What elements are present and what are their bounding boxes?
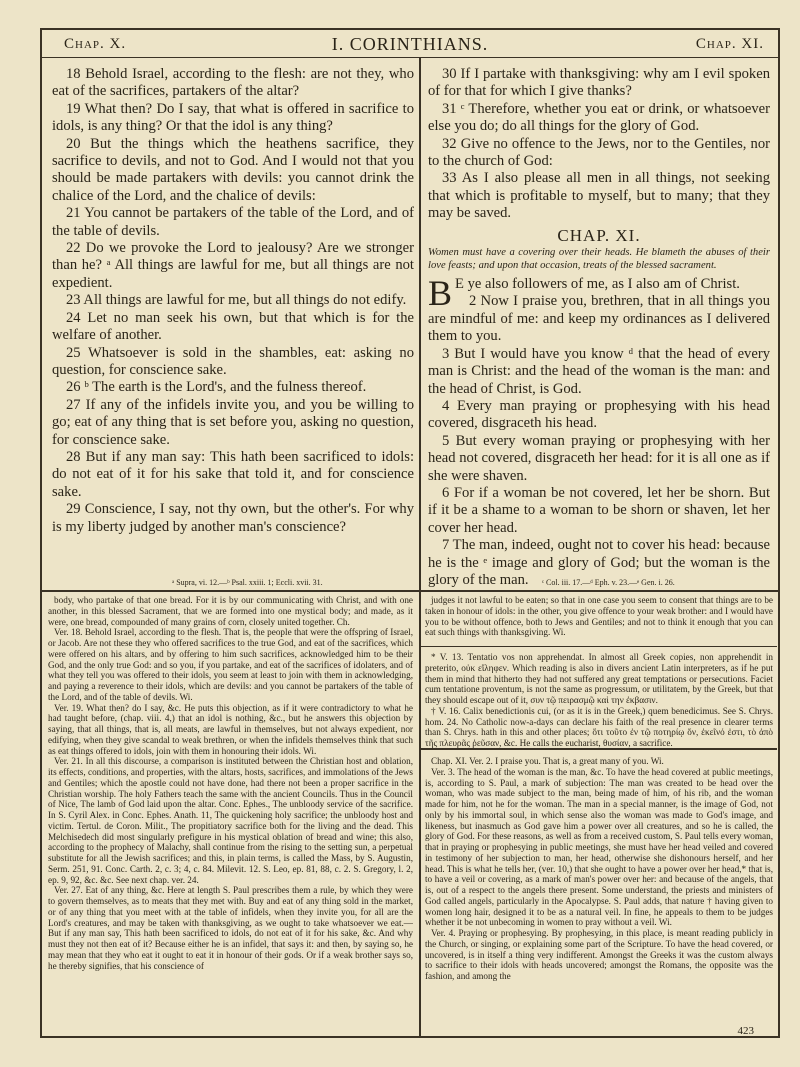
verse: 27 If any of the infidels invite you, and you be willing to go; eat of any thing that is set before you, asking no question, for conscience sake. (52, 396, 414, 448)
verse: 6 For if a woman be not covered, let her be shorn. But if it be a shame to a woman to be shorn or shaven, let her cover her head. (428, 484, 770, 536)
verse: 2 Now I praise you, brethren, that in all things you are mindful of me: and keep my ordinances as I delivered them to you. (428, 293, 770, 345)
left-verse-column (52, 66, 414, 574)
note: Ver. 27. Eat of any thing, &c. Here at length S. Paul prescribes them a rule, by which they were to govern themselves, as to meats that they met with. Buy and eat of any thing sold in the market, or of any thing that you meet with at the table of infidels, when they invite you, for all are the Lord's creatures, and may be taken with thanksgiving, as we ought to take whatsoever we eat.—But if any man say, This hath been sacrificed to idols, do not eat of it for his sake, &c. And why must they not then eat of it? Because either he is an infidel, that says it: and then, by saying so, he may mean that they who eat it ought to eat it in honour of their gods. Or if a weak brother says so, he thereby signifies, that his conscience of (48, 885, 413, 971)
page-frame (40, 28, 780, 1038)
verse: 28 But if any man say: This hath been sacrificed to idols: do not eat of it for his sake that told it, and for conscience sake. (52, 448, 414, 500)
verse: 21 You cannot be partakers of the table of the Lord, and of the table of devils. (52, 205, 414, 239)
drop-cap: B (428, 273, 453, 314)
verse: 3 But I would have you know ᵈ that the head of every man is Christ: and the head of the woman is the man: and the head of Christ, is God. (428, 345, 770, 397)
commentary-right-bottom (425, 756, 773, 1036)
verse: 7 The man, indeed, ought not to cover his head: because he is the ᵉ image and glory of God; but the woman is the glory of the man. (428, 537, 770, 588)
chapter-title: CHAP. XI. (557, 225, 641, 245)
note: Ver. 18. Behold Israel, according to the flesh. That is, the people that were the offspring of Israel, or Jacob. Are not these they who offered sacrifices to the true God, and eat of the sacrifices, which were offered on his altars, and by offering to him such sacrifices, acknowledged him to be their God, and the only true God: and so you, if you partake, and eat of the sacrifices of idolaters, and of what they tell you was offered to their idols, you seem at least to join with them in acknowledging, and paying a reverence to their idols, which are devils: and you cannot be partakers of the table of the Lord, and of the table of devils. Wi. (48, 627, 413, 702)
verse: 20 But the things which the heathens sacrifice, they sacrifice to devils, and not to God. And I would not that you should be made partakers with devils: you cannot drink the chalice of the Lord, and the chalice of devils: (52, 135, 414, 204)
verse: 18 Behold Israel, according to the flesh: are not they, who eat of the sacrifices, partakers of the altar? (52, 66, 414, 100)
header-left: Chap. X. (64, 36, 127, 52)
note: Ver. 3. The head of the woman is the man, &c. To have the head covered at public meetings, is, according to S. Paul, a mark of subjection: The man was created to be head over the woman, who was made subject to the man, being made of him, of his rib, and the woman made for him, not he for the woman. The man in a special manner, is the image of God, not only by his immortal soul, in which sense also the woman was made to God's image, and likeness, but inasmuch as God gave him a power over all creatures, and so he is called, the glory of God. For these reasons, as well as from a received custom, S. Paul tells every woman, that in praying or prophesying in public meetings, she must have her head veiled and covered in testimony of her subjection to man, her head, otherwise she dishonours herself, and her head. This is what he tells her, (ver. 10,) that she ought to have a power over her head,* that is, to have a veil or covering, as a mark of man's power over her: and because of the angels, that is, out of a respect to the angels there present. Some understand, the priests and ministers of God called angels, particularly in the Apocalypse. S. Paul adds, that nature † having given to women long hair, designed it to be as a natural veil. In fine, he appeals to them to be judges whether it be not unbecoming in women to pray without a veil. Wi. (425, 766, 773, 928)
cross-references-right: ᶜ Col. iii. 17.—ᵈ Eph. v. 23.—ᵉ Gen. i. 26. (542, 578, 675, 587)
verse: 25 Whatsoever is sold in the shambles, eat: asking no question, for conscience sake. (52, 344, 414, 378)
verse-one-text: E ye also followers of me, as I also am of Christ. (455, 276, 740, 293)
commentary-right-mid (425, 652, 773, 748)
verse: 32 Give no offence to the Jews, nor to the Gentiles, nor to the church of God: (428, 135, 770, 170)
verse: 19 What then? Do I say, that what is offered in sacrifice to idols, is any thing? Or that the idol is any thing? (52, 100, 414, 135)
note: Ver. 4. Praying or prophesying. By prophesying, in this place, is meant reading publicly in the Church, or singing, or explaining some part of the Scripture. To have the head covered, or uncovered, is in itself a thing very indifferent. Amongst the Greeks it was the custom always to sacrifice to their idols with heads uncovered; amongst the Romans, the opposite was the fashion, and among the (425, 928, 773, 981)
verse: 30 If I partake with thanksgiving: why am I evil spoken of for that for which I give thanks? (428, 66, 770, 100)
note: Ver. 19. What then? do I say, &c. He puts this objection, as if it were contradictory to what he had taught before, (chap. viii. 4,) that an idol is nothing, &c., but he answers this objection by saying, that all things, that is, all meats, are lawful in themselves, but not always expedient, nor edifying, when they give scandal to weak brethren, or when the infidels themselves think that such as eat things offered to idols, join with them in honouring their idols. Wi. (48, 702, 413, 756)
note: Chap. XI. Ver. 2. I praise you. That is, a great many of you. Wi. (431, 756, 664, 766)
verse: 33 As I also please all men in all things, not seeking that which is profitable to myself, but to many; that they may be saved. (428, 170, 770, 222)
header-right: Chap. XI. (695, 36, 764, 52)
notes-column-divider (419, 590, 421, 1036)
column-divider (419, 58, 421, 590)
cross-references-left: ᵃ Supra, vi. 12.—ᵇ Psal. xxiii. 1; Eccli. xvii. 31. (172, 578, 323, 587)
running-header (42, 30, 778, 58)
note: * V. 13. Tentatio vos non apprehendat. In almost all Greek copies, non apprehendit in preterito, οὐκ εἴληφεν. Which reading is also in divers ancient Latin interpreters, as if he put them in mind that hitherto they had not suffered any great temptations or persecutions. Faciet cum tentatione proventum, is not the same as progressum, or utilitatem, by the Greek, but that they should escape out of it, συν τῷ πειρασμῷ καὶ την ἐκβασιν. (425, 652, 773, 705)
chapter-summary: Women must have a covering over their heads. He blameth the abuses of their love feasts; and upon that occasion, treats of the blessed sacrament. (428, 247, 770, 271)
verse: 29 Conscience, I say, not thy own, but the other's. For why is my liberty judged by another man's conscience? (52, 501, 414, 535)
verse: 24 Let no man seek his own, but that which is for the welfare of another. (52, 309, 414, 344)
verse: 23 All things are lawful for me, but all things do not edify. (66, 292, 407, 309)
verse: 5 But every woman praying or prophesying with her head not covered, disgraceth her head: for it is all one as if she were shaven. (428, 432, 770, 484)
note: judges it not lawful to be eaten; so that in one case you seem to consent that things are to be taken in honour of idols: in the other, you give offence to your weak brother: and I would have you to be without offence, both to Jews and Gentiles; and not to think it enough that you can eat such things with thanksgiving. Wi. (425, 595, 773, 638)
notes-rule (421, 646, 777, 647)
verse: 4 Every man praying or prophesying with his head covered, disgraceth his head. (428, 397, 770, 432)
verse (428, 273, 770, 314)
notes-rule (421, 748, 777, 750)
note: † V. 16. Calix benedictionis cui, (or as it is in the Greek,) quem benedicimus. See S. Chrys. hom. 24. No Catholic now-a-days can declare his faith of the real presence in clearer terms than S. Chrys. hath in this and other places; ὅτι τοῦτο ἐν τῷ ποτηρίῳ ὄν, ἐκεῖνό ἐστι, τὸ ἀπὸ τῆς πλευρᾶς ῥεῦσαν, &c. He calls the eucharist, θυσίαν, a sacrifice. (425, 705, 773, 748)
commentary-right-top (425, 595, 773, 645)
note: body, who partake of that one bread. For it is by our communicating with Christ, and with one another, in this blessed Sacrament, that we are formed into one mystical body; and made, as it were, one bread, compounded of many grains of corn, closely united together. Ch. (48, 595, 413, 627)
verse: 31 ᶜ Therefore, whether you eat or drink, or whatsoever else you do; do all things for the glory of God. (428, 100, 770, 135)
note: Ver. 21. In all this discourse, a comparison is instituted between the Christian host and oblation, its effects, conditions, and properties, with the altars, hosts, sacrifices, and immolations of the Jews and Gentiles; which the apostle could not have done, had there not been a proper sacrifice in the Christian worship. The holy Fathers teach the same with the ancient Councils. Thus in the Council of Nice, The lamb of God laid upon the altar. Conc. Ephes., The unbloody service of the sacrifice. In S. Cyril Alex. in Conc. Ephes. Anath. 11, The quickening holy sacrifice; the unbloody host and victim. Tertul. de Coron. Milit., The propitiatory sacrifice both for the living and the dead. This Melchisedech did most singularly prefigure in his mystical oblation of bread and wine; this also, according to the prophecy of Malachy, shall continue from the rising to the setting sun, a perpetual substitute for all the Jewish sacrifices; and this, in plain terms, is called the Mass, by S. Augustin, Serm. 251, 91. Conc. Carth. 2, c. 3; 4, c. 84. Milevit. 12. S. Leo, ep. 81, 88, c. 2. S. Gregory, l. 2, ep. 9, 92, &c. &c. See next chap. ver. 24. (48, 756, 413, 885)
notes-divider (42, 590, 778, 592)
page-number: 423 (737, 1025, 754, 1037)
verse: 26 ᵇ The earth is the Lord's, and the fulness thereof. (66, 379, 367, 396)
verse: 22 Do we provoke the Lord to jealousy? Are we stronger than he? ᵃ All things are lawful for me, but all things are not expedient. (52, 240, 414, 291)
commentary-left (48, 595, 413, 1035)
header-title: I. CORINTHIANS. (331, 34, 489, 54)
